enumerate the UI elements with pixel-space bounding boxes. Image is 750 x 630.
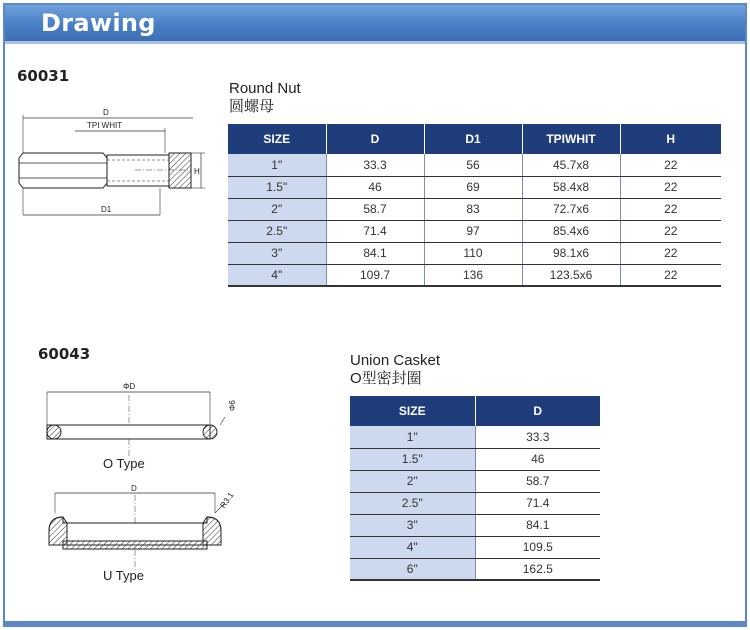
o-type-d-label: ΦD	[123, 382, 136, 391]
cell-d: 46	[326, 176, 424, 198]
o-type-label: O Type	[103, 456, 145, 471]
table-row	[228, 176, 721, 198]
col-header-d: D	[475, 396, 600, 426]
cell-size: 2.5"	[228, 220, 326, 242]
round-nut-title	[229, 80, 301, 116]
table-row	[228, 154, 721, 176]
cell-d: 109.7	[326, 264, 424, 286]
table-row	[228, 198, 721, 220]
cell-size: 1.5"	[228, 176, 326, 198]
cell-d1: 69	[424, 176, 522, 198]
part-code-round-nut: 60031	[17, 67, 70, 85]
cell-tpiwhit: 72.7x6	[522, 198, 620, 220]
col-header-h: H	[620, 124, 721, 154]
cell-h: 22	[620, 264, 721, 286]
table-row	[350, 514, 600, 536]
table-row	[350, 492, 600, 514]
table-row	[228, 242, 721, 264]
col-header-size: SIZE	[228, 124, 326, 154]
table-header-row	[228, 124, 721, 154]
o-type-drawing	[35, 377, 245, 467]
col-header-size: SIZE	[350, 396, 475, 426]
table-row	[350, 426, 600, 448]
cell-d1: 56	[424, 154, 522, 176]
cell-h: 22	[620, 198, 721, 220]
cell-tpiwhit: 123.5x6	[522, 264, 620, 286]
round-nut-d1-label: D1	[101, 205, 112, 214]
union-casket-title-zh: O型密封圈	[350, 370, 422, 387]
table-row	[350, 536, 600, 558]
cell-size: 2"	[350, 470, 475, 492]
cell-size: 3"	[350, 514, 475, 536]
round-nut-title-en: Round Nut	[229, 80, 301, 97]
col-header-tpiwhit: TPIWHIT	[522, 124, 620, 154]
cell-d: 58.7	[326, 198, 424, 220]
cell-h: 22	[620, 242, 721, 264]
cell-h: 22	[620, 220, 721, 242]
cell-d: 84.1	[326, 242, 424, 264]
cell-d: 33.3	[475, 426, 600, 448]
cell-size: 4"	[228, 264, 326, 286]
cell-size: 1"	[228, 154, 326, 176]
table-row	[228, 220, 721, 242]
table-row	[228, 264, 721, 286]
col-header-d: D	[326, 124, 424, 154]
header-divider	[5, 41, 745, 44]
round-nut-title-zh: 圆螺母	[229, 98, 275, 115]
drawing-panel	[3, 3, 747, 627]
col-header-d1: D1	[424, 124, 522, 154]
cell-h: 22	[620, 176, 721, 198]
cell-d: 58.7	[475, 470, 600, 492]
round-nut-table	[228, 124, 721, 287]
u-type-drawing	[35, 483, 245, 575]
table-row	[350, 558, 600, 580]
union-casket-title	[350, 352, 440, 388]
cell-size: 2.5"	[350, 492, 475, 514]
round-nut-drawing	[15, 103, 215, 223]
cell-tpiwhit: 98.1x6	[522, 242, 620, 264]
round-nut-d-label: D	[103, 108, 109, 117]
part-code-union-casket: 60043	[38, 345, 91, 363]
u-type-label: U Type	[103, 568, 144, 583]
cell-d: 109.5	[475, 536, 600, 558]
u-type-d-label: D	[131, 484, 137, 493]
cell-d1: 136	[424, 264, 522, 286]
union-casket-table	[350, 396, 600, 581]
table-header-row	[350, 396, 600, 426]
cell-d: 46	[475, 448, 600, 470]
cell-d: 71.4	[326, 220, 424, 242]
cell-d1: 83	[424, 198, 522, 220]
round-nut-h-label: H	[194, 167, 200, 176]
cell-tpiwhit: 58.4x8	[522, 176, 620, 198]
cell-d: 162.5	[475, 558, 600, 580]
cell-d1: 110	[424, 242, 522, 264]
cell-d1: 97	[424, 220, 522, 242]
cell-size: 2"	[228, 198, 326, 220]
table-row	[350, 470, 600, 492]
cell-size: 1.5"	[350, 448, 475, 470]
union-casket-title-en: Union Casket	[350, 352, 441, 369]
cell-size: 6"	[350, 558, 475, 580]
cell-d: 33.3	[326, 154, 424, 176]
cell-tpiwhit: 45.7x8	[522, 154, 620, 176]
page-title: Drawing	[41, 9, 156, 37]
o-type-thickness-label: Φ6	[228, 400, 237, 411]
table-row	[350, 448, 600, 470]
bottom-divider	[5, 621, 745, 625]
cell-size: 4"	[350, 536, 475, 558]
cell-size: 1"	[350, 426, 475, 448]
header-bar	[5, 5, 745, 41]
cell-h: 22	[620, 154, 721, 176]
cell-d: 71.4	[475, 492, 600, 514]
cell-size: 3"	[228, 242, 326, 264]
u-type-radius-label: R3.1	[218, 490, 236, 510]
round-nut-tpi-label: TPI WHIT	[87, 121, 123, 130]
cell-d: 84.1	[475, 514, 600, 536]
cell-tpiwhit: 85.4x6	[522, 220, 620, 242]
